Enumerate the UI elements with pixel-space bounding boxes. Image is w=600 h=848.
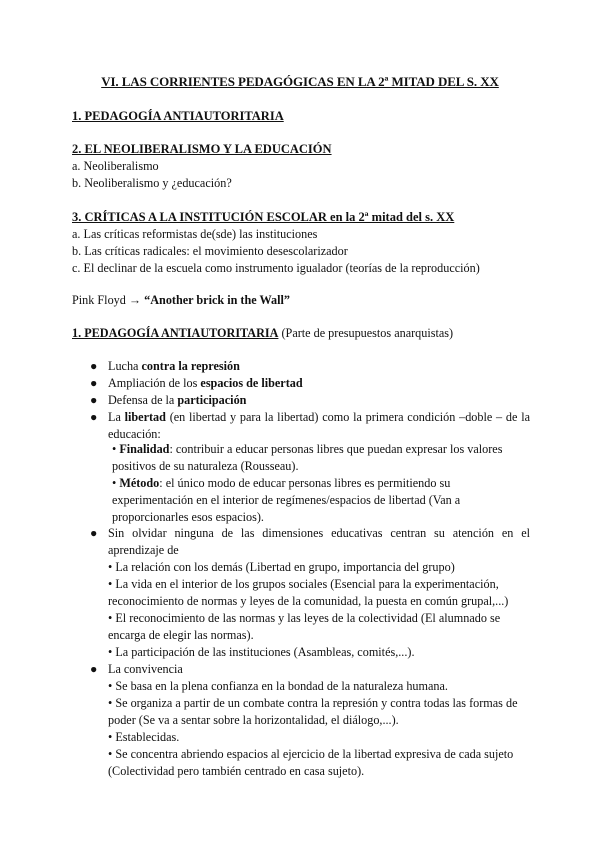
index-item-2a: a. Neoliberalismo [72,159,159,173]
bullet-icon: ● [90,662,98,676]
sub-list-item [108,678,528,695]
bullet-icon: ● [90,526,98,540]
bullet-text-rest: (en libertad y para la libertad) como la primera condición –doble – de la educación: [108,410,530,441]
bullet-text: La convivencia [108,662,183,676]
bullet-text: La [108,410,125,424]
finalidad-item [112,441,532,475]
bullet-text: Lucha [108,359,142,373]
index-item-2b: b. Neoliberalismo y ¿educación? [72,176,232,190]
index-item-3c: c. El declinar de la escuela como instrumento igualador (teorías de la reproducción) [72,261,480,275]
sub-bullet-icon: • [108,577,113,591]
sub-list-item [108,644,528,661]
sub-item-text: Se organiza a partir de un combate contra la represión y contra todas las formas de poder (Se va a sentar sobre la horizontalidad, el diálogo,...). [108,696,518,727]
index-item-3b: b. Las críticas radicales: el movimiento desescolarizador [72,244,348,258]
sub-list-item [108,695,528,729]
sub-bullet-icon: • [108,747,113,761]
sub-bullet-icon: • [112,476,117,490]
finalidad-text: : contribuir a educar personas libres que puedan expresar los valores positivos de su naturaleza (Rousseau). [112,442,503,473]
sub-bullet-icon: • [108,645,113,659]
index-heading-2: 2. EL NEOLIBERALISMO Y LA EDUCACIÓN [72,142,332,156]
sub-bullet-icon: • [108,611,113,625]
sub-item-text: Se concentra abriendo espacios al ejercicio de la libertad expresiva de cada sujeto (Colectividad pero también centrado en casa sujeto). [108,747,514,778]
bullet-text: Defensa de la [108,393,178,407]
metodo-text: : el único modo de educar personas libres es permitiendo su experimentación en el interior de regímenes/espacios de libertad (Van a proporcionarles esos espacios). [112,476,461,524]
section-1-title: 1. PEDAGOGÍA ANTIAUTORITARIA [72,326,279,340]
sub-item-text: El reconocimiento de las normas y las leyes de la colectividad (El alumnado se encarga de elegir las normas). [108,611,501,642]
pink-floyd-line [72,292,290,309]
bullet-icon: ● [90,410,98,424]
bullet-bold-text: participación [177,393,247,407]
sub-item-text: La participación de las instituciones (Asambleas, comités,...). [115,645,415,659]
section-1-note: (Parte de presupuestos anarquistas) [278,326,454,340]
finalidad-label: Finalidad [119,442,170,456]
sub-bullet-icon: • [108,696,113,710]
bullet-icon: ● [90,393,98,407]
metodo-item [112,475,532,526]
sub-list-item [108,559,528,576]
sub-list-item [108,746,528,780]
sub-item-text: Se basa en la plena confianza en la bondad de la naturaleza humana. [115,679,448,693]
sub-item-text: Establecidas. [115,730,180,744]
bullet-text: Sin olvidar ninguna de las dimensiones educativas centran su atención en el aprendizaje de [108,526,530,557]
sub-bullet-icon: • [112,442,117,456]
sub-item-text: La relación con los demás (Libertad en grupo, importancia del grupo) [115,560,455,574]
sub-list-item [108,729,528,746]
artist: Pink Floyd [72,293,126,307]
document-title: VI. LAS CORRIENTES PEDAGÓGICAS EN LA 2ª MITAD DEL S. XX [101,74,499,89]
metodo-label: Método [119,476,160,490]
sub-bullet-icon: • [108,679,113,693]
bullet-icon: ● [90,376,98,390]
bullet-text: Ampliación de los [108,376,201,390]
index-item-3a: a. Las críticas reformistas de(sde) las instituciones [72,227,318,241]
sub-bullet-icon: • [108,560,113,574]
bullet-bold-text: libertad [124,410,166,424]
sub-item-text: La vida en el interior de los grupos sociales (Esencial para la experimentación, reconocimiento de normas y leyes de la comunidad, la puesta en común grupal,...) [108,577,509,608]
arrow-icon: → [128,293,142,307]
song-title: “Another brick in the Wall” [144,293,290,307]
sub-list-item [108,576,528,610]
sub-list-item [108,610,528,644]
section-1-heading [72,325,453,342]
sub-bullet-icon: • [108,730,113,744]
bullet-bold-text: contra la represión [141,359,240,373]
bullet-icon: ● [90,359,98,373]
index-heading-1: 1. PEDAGOGÍA ANTIAUTORITARIA [72,109,284,123]
index-heading-3: 3. CRÍTICAS A LA INSTITUCIÓN ESCOLAR en la 2ª mitad del s. XX [72,210,455,224]
bullet-bold-text: espacios de libertad [200,376,303,390]
